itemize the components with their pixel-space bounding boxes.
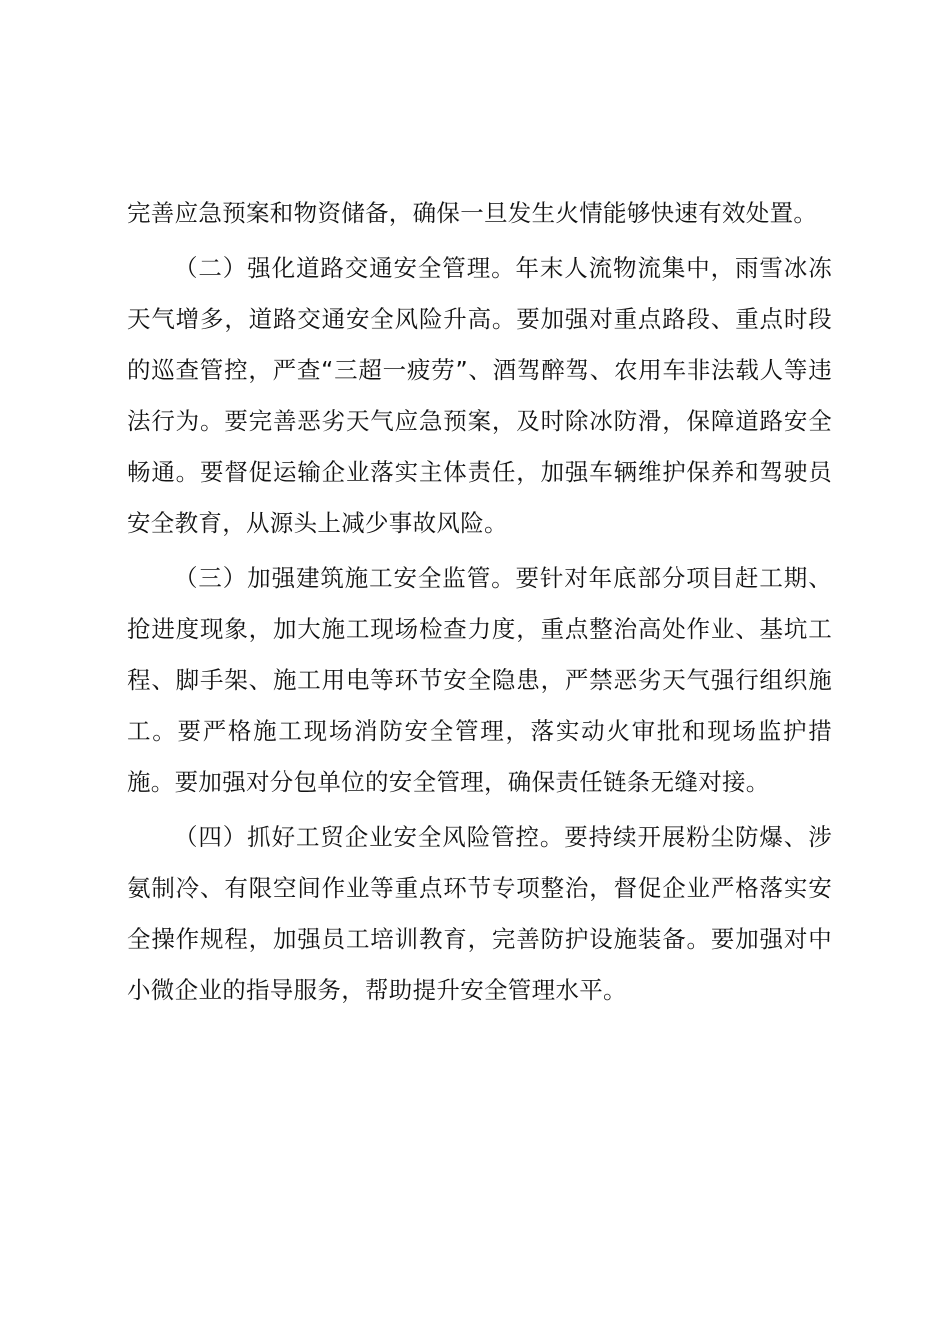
document-body — [127, 188, 832, 1016]
paragraph-road-traffic-safety: （二）强化道路交通安全管理。年末人流物流集中，雨雪冰冻天气增多，道路交通安全风险升高。要加强对重点路段、重点时段的巡查管控，严查“三超一疲劳”、酒驾醉驾、农用车非法载人等违法行为。要完善恶劣天气应急预案，及时除冰防滑，保障道路安全畅通。要督促运输企业落实主体责任，加强车辆维护保养和驾驶员安全教育，从源头上减少事故风险。 — [127, 254, 832, 537]
paragraph-industrial-trade-safety: （四）抓好工贸企业安全风险管控。要持续开展粉尘防爆、涉氨制冷、有限空间作业等重点环节专项整治，督促企业严格落实安全操作规程，加强员工培训教育，完善防护设施装备。要加强对中小微企业的指导服务，帮助提升安全管理水平。 — [127, 823, 832, 1004]
paragraph-continuation: 完善应急预案和物资储备，确保一旦发生火情能够快速有效处置。 — [127, 199, 818, 227]
paragraph-construction-safety: （三）加强建筑施工安全监管。要针对年底部分项目赶工期、抢进度现象，加大施工现场检查力度，重点整治高处作业、基坑工程、脚手架、施工用电等环节安全隐患，严禁恶劣天气强行组织施工。要严格施工现场消防安全管理，落实动火审批和现场监护措施。要加强对分包单位的安全管理，确保责任链条无缝对接。 — [127, 564, 832, 796]
